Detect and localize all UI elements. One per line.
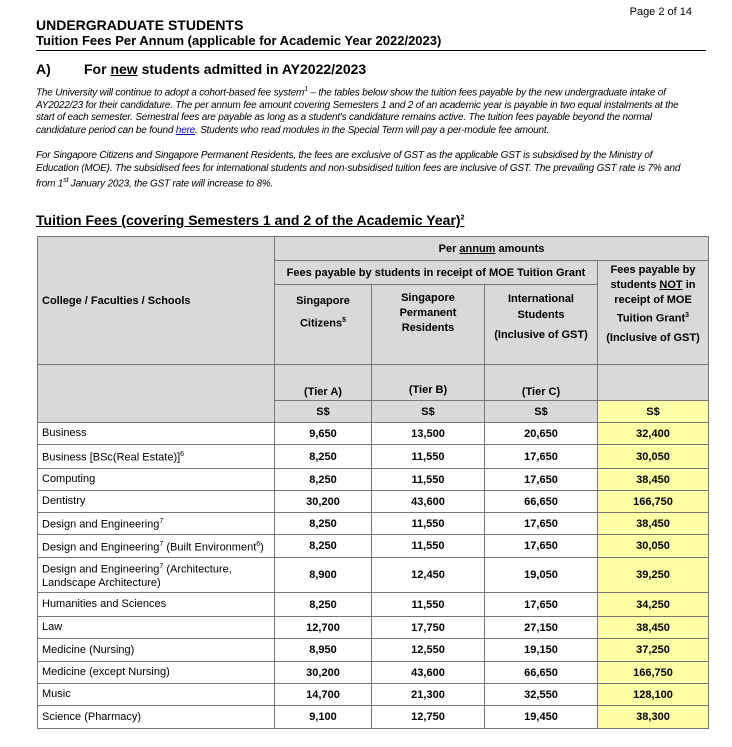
intro-text-c: . Students who read modules in the Special Term will pay a per-module fee amount.: [195, 124, 550, 136]
fee-tier-c: 19,050: [485, 558, 598, 593]
citizens-header: Singapore Citizens$^5$: [275, 285, 372, 365]
fee-tier-b: 12,450: [372, 558, 485, 593]
intro-text-a: The University will continue to adopt a cohort-based fee system: [36, 87, 305, 99]
college-name: Humanities and Sciences: [38, 593, 275, 617]
pr-header: Singapore Permanent Residents: [372, 285, 485, 365]
fee-tier-c: 27,150: [485, 617, 598, 639]
fee-tier-a: 12,700: [275, 617, 372, 639]
title-divider: [36, 50, 706, 51]
table-row: [38, 558, 709, 593]
gst-sup: st: [63, 177, 69, 184]
fee-tier-c: 66,650: [485, 491, 598, 513]
section-title-new: new: [110, 61, 138, 77]
tier-c-label: (Tier C): [485, 365, 598, 401]
currency-b: S$: [372, 401, 485, 423]
section-title-post: students admitted in AY2022/2023: [137, 61, 367, 77]
fee-tier-b: 43,600: [372, 662, 485, 684]
college-name: Design and Engineering$^7$: [38, 513, 275, 535]
tuition-fees-table: [37, 236, 709, 729]
fee-tier-c: 19,150: [485, 639, 598, 662]
fee-tier-c: 17,650: [485, 513, 598, 535]
college-name: Science (Pharmacy): [38, 706, 275, 729]
moe-grant-header: Fees payable by students in receipt of MOE Tuition Grant: [275, 261, 598, 285]
fee-tier-b: 21,300: [372, 684, 485, 706]
table-row: [38, 513, 709, 535]
fee-tier-c: 20,650: [485, 423, 598, 445]
currency-a: S$: [275, 401, 372, 423]
section-title-pre: For: [84, 61, 111, 77]
fee-tier-c: 17,650: [485, 535, 598, 558]
intro-paragraph: [36, 84, 686, 137]
fee-non-grant: 38,450: [598, 469, 709, 491]
fee-non-grant: 38,450: [598, 513, 709, 535]
intl-header: International Students (Inclusive of GST): [485, 285, 598, 365]
college-name: Design and Engineering$^7$ (Architecture, Landscape Architecture): [38, 558, 275, 593]
fee-tier-c: 17,650: [485, 469, 598, 491]
table-row: [38, 593, 709, 617]
fee-tier-c: 32,550: [485, 684, 598, 706]
fee-tier-b: 11,550: [372, 535, 485, 558]
table-row: [38, 469, 709, 491]
tier-d-spacer: [598, 365, 709, 401]
fee-tier-a: 8,900: [275, 558, 372, 593]
fee-tier-b: 11,550: [372, 469, 485, 491]
footnote-ref: 1: [304, 86, 308, 93]
fee-tier-a: 8,950: [275, 639, 372, 662]
table-row: [38, 706, 709, 729]
fee-tier-a: 14,700: [275, 684, 372, 706]
fee-tier-a: 8,250: [275, 445, 372, 469]
fee-non-grant: 30,050: [598, 445, 709, 469]
college-name: Dentistry: [38, 491, 275, 513]
college-column-header: College / Faculties / Schools: [38, 237, 275, 365]
header-spacer: [38, 365, 275, 423]
fee-tier-c: 19,450: [485, 706, 598, 729]
table-row: [38, 445, 709, 469]
fee-tier-c: 17,650: [485, 593, 598, 617]
table-row: [38, 617, 709, 639]
college-name: Music: [38, 684, 275, 706]
fee-tier-b: 43,600: [372, 491, 485, 513]
fee-tier-b: 11,550: [372, 593, 485, 617]
section-heading: [36, 61, 366, 77]
fee-tier-b: 17,750: [372, 617, 485, 639]
fee-tier-c: 66,650: [485, 662, 598, 684]
fee-non-grant: 32,400: [598, 423, 709, 445]
fee-tier-b: 11,550: [372, 445, 485, 469]
college-name: Business: [38, 423, 275, 445]
table-title: Tuition Fees (covering Semesters 1 and 2 of the Academic Year)$^2$: [36, 212, 465, 228]
fee-non-grant: 38,300: [598, 706, 709, 729]
fee-non-grant: 39,250: [598, 558, 709, 593]
fee-non-grant: 128,100: [598, 684, 709, 706]
fee-non-grant: 34,250: [598, 593, 709, 617]
table-row: [38, 423, 709, 445]
college-name: Computing: [38, 469, 275, 491]
table-row: [38, 491, 709, 513]
table-row: [38, 639, 709, 662]
college-name: Medicine (except Nursing): [38, 662, 275, 684]
tier-a-label: (Tier A): [275, 365, 372, 401]
section-label: A): [36, 61, 51, 77]
page-number: Page 2 of 14: [629, 6, 692, 18]
per-annum-header: Per annum amounts: [275, 237, 709, 261]
non-grant-header: Fees payable by students NOT in receipt of MOE Tuition Grant$^3$ (Inclusive of GST): [598, 261, 709, 365]
tier-b-label: (Tier B): [372, 365, 485, 401]
college-name: Business [BSc(Real Estate)]$^6$: [38, 445, 275, 469]
fee-tier-a: 30,200: [275, 662, 372, 684]
intro-text-b: – the tables below show the tuition fees payable by the new undergraduate intake of AY2022/23 for their candidature. The per annum fee amount covering Semesters 1 and 2 of an academic year is payable in two equal instalments at the start of each semester. Semestral fees are payable as long as a student's candidature remains active. The tuition fees payable beyond the normal candidature period can be found: [36, 87, 679, 136]
fee-tier-b: 13,500: [372, 423, 485, 445]
college-name: Design and Engineering$^7$ (Built Environment$^6$): [38, 535, 275, 558]
currency-d: S$: [598, 401, 709, 423]
fee-tier-a: 8,250: [275, 593, 372, 617]
fee-non-grant: 30,050: [598, 535, 709, 558]
fee-tier-b: 11,550: [372, 513, 485, 535]
page-title: UNDERGRADUATE STUDENTS: [36, 17, 244, 33]
table-title-footnote: 2: [460, 214, 465, 222]
gst-paragraph: [36, 150, 686, 191]
gst-text-a: For Singapore Citizens and Singapore Permanent Residents, the fees are exclusive of GST as the applicable GST is subsidised by the Ministry of Education (MOE). The subsidised fees for international students and non-subsidised tuition fees are inclusive of GST. The prevailing GST rate is 7% and from 1: [36, 150, 681, 190]
page-subtitle: Tuition Fees Per Annum (applicable for Academic Year 2022/2023): [36, 33, 442, 48]
fee-tier-b: 12,550: [372, 639, 485, 662]
fee-tier-a: 8,250: [275, 535, 372, 558]
table-row: [38, 535, 709, 558]
college-name: Medicine (Nursing): [38, 639, 275, 662]
fee-tier-a: 30,200: [275, 491, 372, 513]
fee-tier-a: 8,250: [275, 513, 372, 535]
currency-c: S$: [485, 401, 598, 423]
fee-non-grant: 37,250: [598, 639, 709, 662]
fee-tier-a: 9,650: [275, 423, 372, 445]
fee-tier-a: 9,100: [275, 706, 372, 729]
college-name: Law: [38, 617, 275, 639]
here-link[interactable]: here: [175, 124, 196, 136]
fee-tier-a: 8,250: [275, 469, 372, 491]
fee-tier-c: 17,650: [485, 445, 598, 469]
fee-non-grant: 166,750: [598, 662, 709, 684]
fee-non-grant: 166,750: [598, 491, 709, 513]
fee-non-grant: 38,450: [598, 617, 709, 639]
table-row: [38, 662, 709, 684]
fee-tier-b: 12,750: [372, 706, 485, 729]
gst-text-b: January 2023, the GST rate will increase to 8%.: [68, 178, 274, 190]
table-row: [38, 684, 709, 706]
